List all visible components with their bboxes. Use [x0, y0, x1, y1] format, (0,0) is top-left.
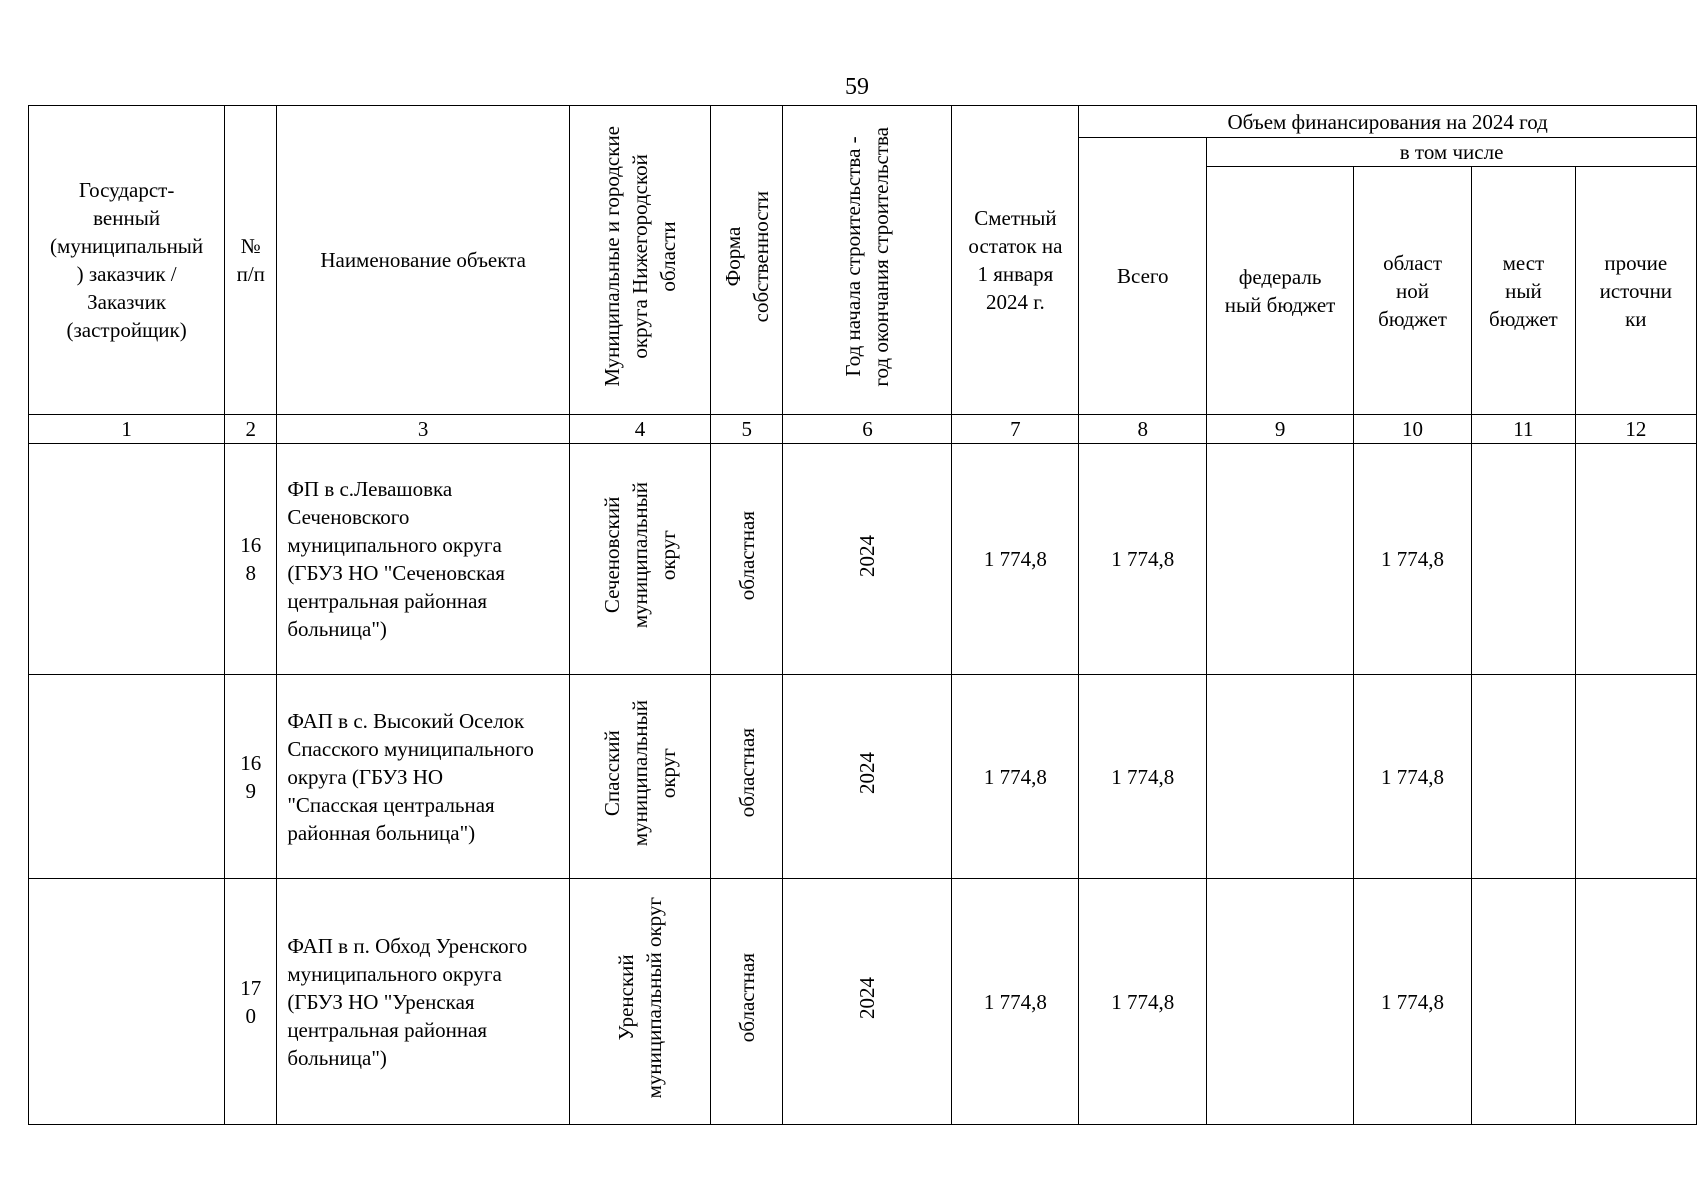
- cell-years: 2024: [783, 675, 952, 879]
- header-number: № п/п: [225, 106, 277, 415]
- header-local: мест ный бюджет: [1472, 167, 1576, 415]
- cell-number: 17 0: [225, 879, 277, 1125]
- table-row: [29, 879, 1697, 1125]
- cell-customer: [29, 444, 225, 675]
- cell-object-name: ФАП в с. Высокий Оселок Спасского муниципального округа (ГБУЗ НО "Спасская центральная районная больница"): [277, 675, 570, 879]
- cell-ownership: областная: [710, 444, 782, 675]
- header-other: прочие источни ки: [1575, 167, 1696, 415]
- cell-estimate-balance: 1 774,8: [952, 879, 1079, 1125]
- cell-total: 1 774,8: [1079, 444, 1207, 675]
- cell-federal: [1207, 444, 1354, 675]
- header-federal: федераль ный бюджет: [1207, 167, 1354, 415]
- header-financing: Объем финансирования на 2024 год: [1079, 106, 1697, 138]
- cell-district: Уренский муниципальный округ: [569, 879, 710, 1125]
- header-estimate-balance: Сметный остаток на 1 января 2024 г.: [952, 106, 1079, 415]
- header-years: Год начала строительства - год окончания строительства: [783, 106, 952, 415]
- cell-other: [1575, 444, 1696, 675]
- cell-other: [1575, 879, 1696, 1125]
- cell-estimate-balance: 1 774,8: [952, 675, 1079, 879]
- header-including: в том числе: [1207, 138, 1697, 167]
- cell-regional: 1 774,8: [1353, 675, 1471, 879]
- cell-number: 16 8: [225, 444, 277, 675]
- column-number: 8: [1079, 415, 1207, 444]
- cell-customer: [29, 879, 225, 1125]
- column-number: 12: [1575, 415, 1696, 444]
- column-number: 6: [783, 415, 952, 444]
- header-districts: Муниципальные и городские округа Нижегородской области: [569, 106, 710, 415]
- header-row-1: [29, 106, 1697, 138]
- cell-regional: 1 774,8: [1353, 879, 1471, 1125]
- cell-years: 2024: [783, 444, 952, 675]
- cell-number: 16 9: [225, 675, 277, 879]
- header-object-name: Наименование объекта: [277, 106, 570, 415]
- cell-customer: [29, 675, 225, 879]
- column-number: 1: [29, 415, 225, 444]
- column-number: 11: [1472, 415, 1576, 444]
- cell-total: 1 774,8: [1079, 675, 1207, 879]
- table-row: [29, 444, 1697, 675]
- table-row: [29, 675, 1697, 879]
- cell-object-name: ФАП в п. Обход Уренского муниципального округа (ГБУЗ НО "Уренская центральная районная больница"): [277, 879, 570, 1125]
- column-number: 4: [569, 415, 710, 444]
- cell-federal: [1207, 675, 1354, 879]
- header-ownership: Форма собственности: [710, 106, 782, 415]
- cell-object-name: ФП в с.Левашовка Сеченовского муниципального округа (ГБУЗ НО "Сеченовская центральная районная больница"): [277, 444, 570, 675]
- column-number: 10: [1353, 415, 1471, 444]
- header-regional: област ной бюджет: [1353, 167, 1471, 415]
- cell-ownership: областная: [710, 879, 782, 1125]
- cell-other: [1575, 675, 1696, 879]
- cell-district: Сеченовский муниципальный округ: [569, 444, 710, 675]
- column-number: 7: [952, 415, 1079, 444]
- cell-local: [1472, 675, 1576, 879]
- cell-federal: [1207, 879, 1354, 1125]
- column-number: 3: [277, 415, 570, 444]
- cell-total: 1 774,8: [1079, 879, 1207, 1125]
- column-number: 5: [710, 415, 782, 444]
- header-customer: Государст- венный (муниципальный ) заказчик / Заказчик (застройщик): [29, 106, 225, 415]
- column-number: 9: [1207, 415, 1354, 444]
- column-number: 2: [225, 415, 277, 444]
- cell-ownership: областная: [710, 675, 782, 879]
- cell-estimate-balance: 1 774,8: [952, 444, 1079, 675]
- header-total: Всего: [1079, 138, 1207, 415]
- page-number: 59: [845, 74, 869, 100]
- cell-local: [1472, 444, 1576, 675]
- cell-years: 2024: [783, 879, 952, 1125]
- cell-district: Спасский муниципальный округ: [569, 675, 710, 879]
- financing-table: [28, 105, 1697, 1125]
- cell-local: [1472, 879, 1576, 1125]
- column-numbers-row: [29, 415, 1697, 444]
- cell-regional: 1 774,8: [1353, 444, 1471, 675]
